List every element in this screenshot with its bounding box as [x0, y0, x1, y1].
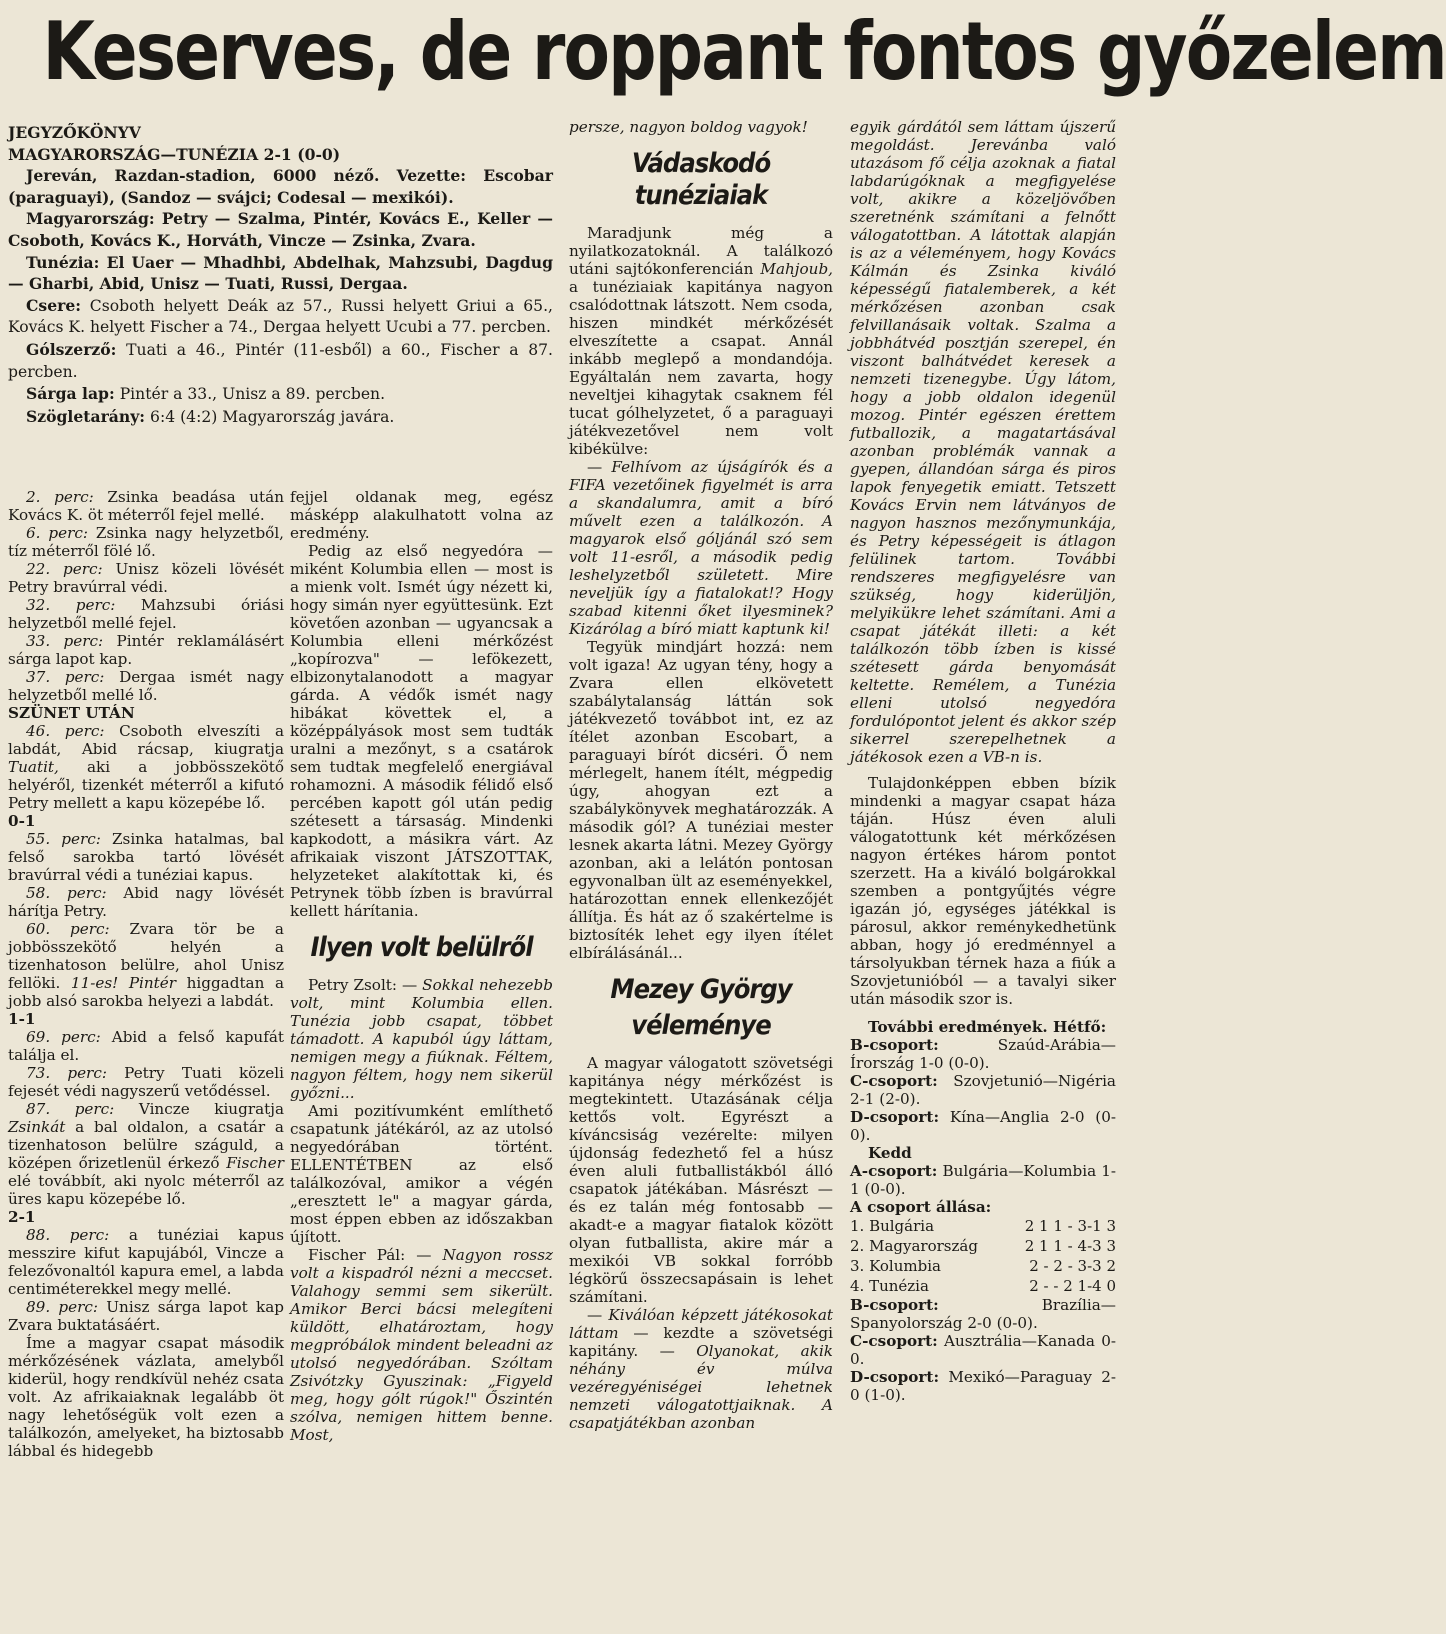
minute-label: 69. perc: [26, 1028, 101, 1046]
article-paragraph [569, 224, 833, 458]
team-name: 1. Bulgária [850, 1217, 935, 1235]
minute-entry [8, 632, 284, 668]
dash: — [587, 458, 612, 476]
result-text: Ausztrália—Kanada 0-0. [850, 1332, 1116, 1368]
subheading-opinion: véleménye [631, 1010, 771, 1041]
minute-entry [8, 596, 284, 632]
minute-label: 60. perc: [26, 920, 110, 938]
minute-text: elé továbbít, aki nyolc méterről az üres kapu közepébe lő. [8, 1172, 284, 1208]
record-scorers [8, 339, 553, 383]
minute-entry [8, 722, 284, 812]
standings-title: A csoport állása: [850, 1198, 992, 1216]
minute-label: 22. perc: [26, 560, 103, 578]
paragraph-text: Ami pozitívumként említhető csapatunk játékáról, az az utolsó negyedórában történt. [290, 1102, 553, 1156]
match-record [8, 122, 553, 428]
minute-label: 73. perc: [26, 1064, 107, 1082]
team-stats: 2 1 1 - 4-3 3 [1024, 1237, 1116, 1255]
record-subs [8, 295, 553, 339]
minute-label: 6. perc: [26, 524, 89, 542]
yellow-label: Sárga lap: [26, 384, 115, 404]
team-name: 2. Magyarország [850, 1237, 978, 1255]
minute-label: 33. perc: [26, 632, 104, 650]
score-line: 2-1 [8, 1208, 36, 1226]
emphasis-text: JÁTSZOTTAK, [446, 848, 553, 866]
minute-entry [8, 1226, 284, 1298]
speaker: Petry Zsolt: — [308, 976, 423, 994]
article-paragraph [290, 1102, 553, 1246]
paragraph-text: Pedig az első negyedóra — miként Kolumbia ellen — most is a mienk volt. Ismét úgy nézett ki, hogy simán nyer együttesünk. Ezt követően azonban — ugyancsak a Kolumbia elleni mérkőzést „kopírozva" — lefökezett, elbizonytalanodott a magyar gárda. A védők ismét nagy hibákat követtek el, a középpályások most sem tudták uralni a mezőnyt, s a csatárok sem tudtak megfelelő energiával rohamozni. A második félidő első percében kapott gól után pedig szétesett a társaság. Mindenki kapkodott, a másikra várt. Az afrikaiak viszont [290, 542, 553, 866]
team-name: 3. Kolumbia [850, 1257, 941, 1275]
minute-text: Zsinka nagy helyzetből, tíz méterről fölé lő. [8, 524, 284, 560]
minute-text: Dergaa ismét nagy helyzetből mellé lő. [8, 668, 284, 704]
minute-entry [8, 488, 284, 524]
paragraph-text: helyzeteket alakítottak ki, és Petrynek több ízben is bravúrral kellett hárítania. [290, 866, 553, 920]
minute-text: Vincze kiugratja [114, 1100, 284, 1118]
quote-text: Nagyon rossz volt a kispadról nézni a meccset. Valahogy semmi sem sikerült. Amikor Berci bácsi melegíteni küldött, elhatároztam, hogy megpróbálok mindent beleadni az utolsó negyedórában. Szóltam Zsivótzky Gyuszinak: „Figyeld meg, hogy gólt rúgok!" Őszintén szólva, nemigen hittem benne. Most, [290, 1246, 553, 1444]
result-entry [850, 1296, 1116, 1332]
scorers-text: Tuati a 46., Pintér (11-esből) a 60., Fischer a 87. percben. [8, 340, 553, 381]
quote-mezey [569, 1306, 833, 1432]
minute-text: Zvara tör be a jobbösszekötő helyén a tizenhatoson belülre, ahol Unisz fellöki. [8, 920, 284, 992]
scorers-label: Gólszerző: [26, 339, 117, 359]
table-row [850, 1216, 1116, 1236]
group-label: C-csoport: [850, 1072, 938, 1090]
minute-label: 37. perc: [26, 668, 105, 686]
coach-name: Mahjoub, [760, 260, 833, 278]
paragraph-text: a tunéziaiak kapitánya nagyon csalódottnak látszott. Nem csoda, hiszen mindkét mérkőzését elveszítette a csapat. Annál inkább meglepő a mondandója. Egyáltalán nem zavarta, hogy neveltjei kihagytak csaknem fél tucat gólhelyzetet, ő a paraguayi játékvezetővel nem volt kibékülve: [569, 278, 833, 458]
group-label: B-csoport: [850, 1296, 939, 1314]
minute-text: Mahzsubi óriási helyzetből mellé fejel. [8, 596, 284, 632]
headline: Keserves, de roppant fontos győzelem [42, 5, 1446, 98]
standings-table [850, 1216, 1116, 1296]
minute-label: 46. perc: [26, 722, 105, 740]
corners-label: Szögletarány: [26, 406, 146, 426]
record-corners [8, 406, 553, 429]
result-entry [850, 1072, 1116, 1108]
minute-entry [8, 830, 284, 884]
team-stats: 2 - 2 - 3-3 2 [1029, 1257, 1116, 1275]
minute-text: Pintér reklamálásért sárga lapot kap. [8, 632, 284, 668]
quote-tunisian-coach [569, 458, 833, 638]
minute-label: 58. perc: [26, 884, 107, 902]
team-name: 4. Tunézia [850, 1277, 929, 1295]
group-label: A-csoport: [850, 1162, 938, 1180]
minute-label: 89. perc: [26, 1298, 98, 1316]
result-entry [850, 1162, 1116, 1198]
column-3 [569, 118, 833, 1432]
quote-text: Kiválóan képzett játékosokat láttam [569, 1306, 833, 1342]
paragraph-text: — kezdte a szövetségi kapitány. — [569, 1324, 833, 1360]
results-title: További eredmények. Hétfő: [868, 1018, 1107, 1036]
player-name: Tuatit, [8, 758, 59, 776]
minute-label: 32. perc: [26, 596, 116, 614]
day-label: Kedd [868, 1144, 912, 1162]
penalty-text: 11-es! Pintér [70, 974, 177, 992]
column-2 [290, 488, 553, 1444]
result-text: Brazília—Spanyolország 2-0 (0-0). [850, 1296, 1116, 1332]
group-label: B-csoport: [850, 1036, 939, 1054]
paragraph-text: Maradjunk még a nyilatkozatoknál. A találkozó utáni sajtókonferencián [569, 224, 833, 278]
article-paragraph: Íme a magyar csapat második mérkőzésének vázlata, amelyből kiderül, hogy rendkívül nehéz csata volt. Az afrikaiaknak legalább öt nagy lehetőségük volt ezen a találkozón, amelyeket, ha biztosabb lábbal és hidegebb [8, 1334, 284, 1460]
column-4 [850, 118, 1116, 1404]
minute-entry [8, 1064, 284, 1100]
record-match: MAGYARORSZÁG—TUNÉZIA 2-1 (0-0) [8, 144, 341, 164]
quote-text: Sokkal nehezebb volt, mint Kolumbia ellen. Tunézia jobb csapat, többet támadott. A kapuból úgy láttam, nemigen megy a fiúknak. Féltem, nagyon féltem, hogy nem sikerül győzni... [290, 976, 553, 1102]
quote-fischer [290, 1246, 553, 1444]
subheading-mezey: Mezey György [610, 974, 792, 1005]
minute-text: Abid a felső kapufát találja el. [8, 1028, 284, 1064]
score-line: 1-1 [8, 1010, 36, 1028]
quote-petry [290, 976, 553, 1102]
minute-text: Unisz sárga lapot kap Zvara buktatásáért. [8, 1298, 284, 1334]
table-row [850, 1276, 1116, 1296]
record-hungary-lineup: Magyarország: Petry — Szalma, Pintér, Kovács E., Keller — Csoboth, Kovács K., Horváth, Vincze — Zsinka, Zvara. [8, 209, 553, 250]
result-text: Kína—Anglia 2-0 (0-0). [850, 1108, 1116, 1144]
minute-text: Petry Tuati közeli fejesét védi nagyszerű vetődéssel. [8, 1064, 284, 1100]
score-line: 0-1 [8, 812, 36, 830]
subs-label: Csere: [26, 295, 82, 315]
group-label: C-csoport: [850, 1332, 938, 1350]
minute-entry [8, 884, 284, 920]
result-entry [850, 1368, 1116, 1404]
minute-text: Zsinka hatalmas, bal felső sarokba tartó lövését bravúrral védi a tunéziai kapus. [8, 830, 284, 884]
result-text: Mexikó—Paraguay 2-0 (1-0). [850, 1368, 1116, 1404]
group-label: D-csoport: [850, 1108, 940, 1126]
result-text: Szaúd-Arábia—Írország 1-0 (0-0). [850, 1036, 1116, 1072]
player-name: Fischer [226, 1154, 284, 1172]
quote-text: Olyanokat, akik néhány év múlva vezéregyéniségei lehetnek nemzeti válogatottjaiknak. A csapatjátékban azonban [569, 1342, 833, 1432]
paragraph-text: az első találkozóval, amikor a végén „eresztett le" a magyar gárda, most éppen ebben az időszakban újított. [290, 1156, 553, 1246]
record-yellow [8, 383, 553, 406]
table-row [850, 1256, 1116, 1276]
team-stats: 2 - - 2 1-4 0 [1029, 1277, 1116, 1295]
subs-text: Csoboth helyett Deák az 57., Russi helyett Griui a 65., Kovács K. helyett Fischer a 74., Dergaa helyett Ucubi a 77. percben. [8, 296, 553, 337]
team-stats: 2 1 1 - 3-1 3 [1024, 1217, 1116, 1235]
minute-label: 87. perc: [26, 1100, 115, 1118]
corners-text: 6:4 (4:2) Magyarország javára. [150, 407, 395, 426]
table-row [850, 1236, 1116, 1256]
quote-mezey-cont: egyik gárdától sem láttam újszerű megoldást. Jerevánba való utazásom fő célja azoknak a fiatal labdarúgóknak a megfigyelése volt, akikre a közeljövőben szeretnénk számítani a felnőtt válogatottban. A látottak alapján is az a véleményem, hogy Kovács Kálmán és Zsinka kiváló képességű fiatalemberek, a két mérkőzésen azonban csak felvillanásaik voltak. Szalma a jobbhátvéd posztján szerepel, én viszont balhátvédet keresek a nemzeti tizenegybe. Úgy látom, hogy a jobb oldalon idegenül mozog. Pintér egészen érettem futballozik, a magatartásával azonban problémák vannak a gyepen, állandóan sárga és piros lapok fenyegetik emiatt. Tetszett Kovács Ervin nem látványos de nagyon hasznos mezőnymunkája, és Petry képességeit is átlagon felülinek tartom. További rendszeres megfigyelésre van szükség, hogy kiderüljön, melyikükre lehet számítani. Ami a csapat játékát illeti: a két találkozón több ízben is kissé szétesett gárda benyomását keltette. Remélem, a Tunézia elleni utolsó negyedóra fordulópontot jelent és akkor szép sikerrel szerepelhetnek a játékosok ezen a VB-n is. [850, 118, 1116, 766]
record-title: JEGYZŐKÖNYV [8, 123, 141, 142]
player-name: Zsinkát [8, 1118, 66, 1136]
article-paragraph: persze, nagyon boldog vagyok! [569, 118, 808, 136]
group-label: D-csoport: [850, 1368, 940, 1386]
result-entry [850, 1332, 1116, 1368]
minute-entry [8, 524, 284, 560]
minute-text: Abid nagy lövését hárítja Petry. [8, 884, 284, 920]
minute-text: a bal oldalon, a csatár a tizenhatoson belülre száguld, a középen őrizetlenül érkező [8, 1118, 284, 1172]
article-paragraph: A magyar válogatott szövetségi kapitánya négy mérkőzést is megtekintett. Utazásának célja kettős volt. Egyrészt a kíváncsiság vezérelte: milyen újdonság fedezhető fel a húsz éven aluli futballistákból álló csapatok játékában. Másrészt — és ez talán még fontosabb — akadt-e a magyar fiatalok között olyan futballista, akire már a mexikói VB sokkal forróbb légkörű összecsapásain is lehet számítani. [569, 1054, 833, 1306]
subheading-accusing: Vádaskodó tunéziaiak [631, 148, 771, 211]
half-break: SZÜNET UTÁN [8, 704, 135, 722]
record-tunisia-lineup: Tunézia: El Uaer — Mhadhbi, Abdelhak, Mahzsubi, Dagdug — Gharbi, Abid, Unisz — Tuati, Russi, Dergaa. [8, 252, 553, 294]
article-paragraph: fejjel oldanak meg, egész másképp alakulhatott volna az eredmény. [290, 488, 553, 542]
minute-label: 55. perc: [26, 830, 101, 848]
article-paragraph [290, 542, 553, 920]
minute-entry [8, 1298, 284, 1334]
article-paragraph: Tulajdonképpen ebben bízik mindenki a magyar csapat háza táján. Húsz éven aluli válogatottunk két mérkőzésen nagyon értékes három pontot szerzett. Ha a kiváló bolgárokkal szemben a pontgyűjtés végre igazán jó, egységes játékkal is párosul, akkor reménykedhetünk abban, hogy jó eredménnyel a társolyukban térnek haza a fiúk a Szovjetunióból — a tavalyi siker után második szor is. [850, 774, 1116, 1008]
result-text: Bulgária—Kolumbia 1-1 (0-0). [850, 1162, 1116, 1198]
article-paragraph: Tegyük mindjárt hozzá: nem volt igaza! Az ugyan tény, hogy a Zvara ellen elkövetett szabálytalanság láttán sok játékvezető továbbot int, ez az ítélet azonban Escobart, a paraguayi bírót dicséri. Ő nem mérlegelt, hanem ítélt, mégpedig úgy, ahogyan ezt a szabálykönyvek meghatározzák. A második gól? A tunéziai mester lesnek akarta látni. Mezey György azonban, aki a lelátón pontosan egyvonalban ült az eseményekkel, határozottan ennek ellenkezőjét állítja. És hát az ő szakértelme is biztosíték lehet egy ilyen ítélet elbírálásánál... [569, 638, 833, 962]
minute-entry [8, 920, 284, 1010]
record-venue: Jereván, Razdan-stadion, 6000 néző. Vezette: Escobar (paraguayi), (Sandoz — svájci; Codesal — mexikói). [8, 166, 553, 207]
minute-text: a tunéziai kapus messzire kifut kapujából, Vincze a felezővonaltól kapura emel, a labda centiméterekkel megy mellé. [8, 1226, 284, 1298]
minute-label: 88. perc: [26, 1226, 110, 1244]
minute-label: 2. perc: [26, 488, 94, 506]
yellow-text: Pintér a 33., Unisz a 89. percben. [119, 385, 386, 404]
minute-text: aki a jobbösszekötő helyéről, tizenkét méterről a kifutó Petry mellett a kapu közepébe lő. [8, 758, 284, 812]
minute-text: Unisz közeli lövését Petry bravúrral védi. [8, 560, 284, 596]
result-entry [850, 1108, 1116, 1144]
quote-text: Felhívom az újságírók és a FIFA vezetőinek figyelmét is arra a skandalumra, amit a bíró művelt ezen a találkozón. A magyarok első góljánál szó sem volt 11-esről, a második pedig leshelyzetből született. Mire neveljük így a fiatalokat!? Hogy szabad kitenni őket ilyesminek? Kizárólag a bíró miatt kaptunk ki! [569, 458, 834, 638]
result-entry [850, 1036, 1116, 1072]
minute-entry [8, 668, 284, 704]
dash: — [587, 1306, 609, 1324]
column-1 [8, 488, 284, 1460]
subheading-inside: Ilyen volt belülről [310, 932, 533, 963]
result-text: Szovjetunió—Nigéria 2-1 (2-0). [850, 1072, 1116, 1108]
minute-text: higgadtan a jobb alsó sarokba helyezi a labdát. [8, 974, 284, 1010]
minute-entry [8, 560, 284, 596]
minute-entry [8, 1028, 284, 1064]
speaker: Fischer Pál: — [308, 1246, 443, 1264]
minute-text: Csoboth elveszíti a labdát, Abid rácsap, kiugratja [8, 722, 285, 758]
minute-entry [8, 1100, 284, 1208]
emphasis-text: ELLENTÉTBEN [290, 1156, 413, 1174]
minute-text: Zsinka beadása után Kovács K. öt méterről fejel mellé. [8, 488, 284, 524]
